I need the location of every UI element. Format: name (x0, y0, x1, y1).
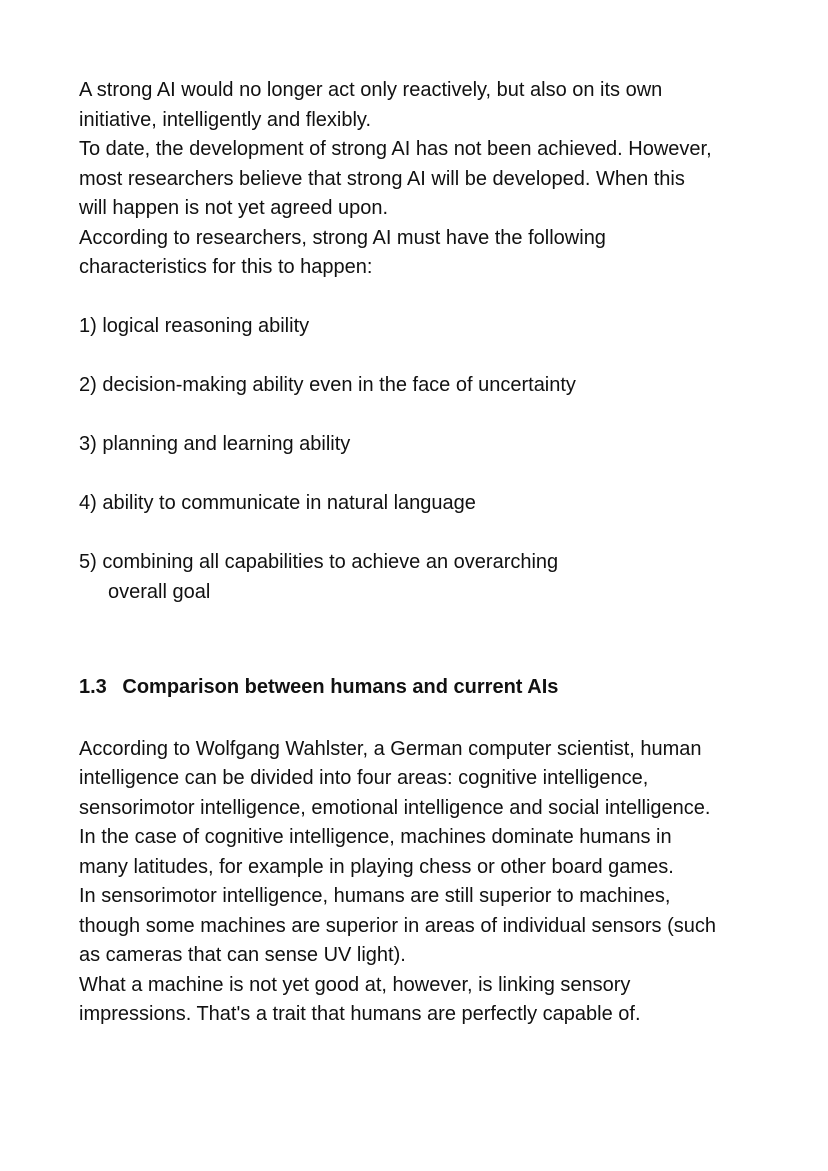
section-line: What a machine is not yet good at, however, is linking sensory (79, 973, 631, 996)
section-line: many latitudes, for example in playing chess or other board games. (79, 855, 674, 878)
list-item (79, 430, 779, 460)
section-line: According to Wolfgang Wahlster, a German computer scientist, human (79, 737, 702, 760)
intro-line: A strong AI would no longer act only reactively, but also on its own (79, 79, 663, 101)
section-paragraph (79, 735, 779, 1030)
list-item-text: 4) ability to communicate in natural language (79, 492, 476, 514)
intro-line: To date, the development of strong AI has not been achieved. However, (79, 138, 712, 160)
intro-line: most researchers believe that strong AI will be developed. When this (79, 167, 685, 190)
list-item (79, 312, 779, 342)
section-line: though some machines are superior in areas of individual sensors (such (79, 914, 717, 937)
section-line: as cameras that can sense UV light). (79, 944, 406, 966)
section-line: In sensorimotor intelligence, humans are still superior to machines, (79, 885, 671, 907)
list-item (79, 371, 779, 401)
intro-line: initiative, intelligently and flexibly. (79, 108, 372, 131)
list-item-text: 5) combining all capabilities to achieve an overarching (79, 551, 559, 573)
characteristics-list (79, 312, 779, 607)
section-line: intelligence can be divided into four areas: cognitive intelligence, (79, 767, 649, 789)
intro-line: characteristics for this to happen: (79, 256, 373, 278)
list-item-text: 3) planning and learning ability (79, 433, 351, 455)
section-line: In the case of cognitive intelligence, machines dominate humans in (79, 826, 672, 848)
intro-line: will happen is not yet agreed upon. (79, 197, 389, 219)
intro-paragraph (79, 76, 779, 283)
list-item-text: 2) decision-making ability even in the face of uncertainty (79, 374, 576, 396)
section-heading (79, 673, 779, 703)
document-page (79, 76, 779, 1030)
section-line: impressions. That's a trait that humans are perfectly capable of. (79, 1003, 641, 1025)
list-item (79, 548, 779, 607)
list-item (79, 489, 779, 519)
list-item-text: 1) logical reasoning ability (79, 315, 310, 337)
section-number: 1.3 (79, 676, 107, 698)
section-line: sensorimotor intelligence, emotional intelligence and social intelligence. (79, 796, 711, 819)
intro-line: According to researchers, strong AI must have the following (79, 226, 606, 249)
list-item-continuation: overall goal (108, 580, 211, 603)
section-title: Comparison between humans and current AIs (122, 676, 559, 698)
